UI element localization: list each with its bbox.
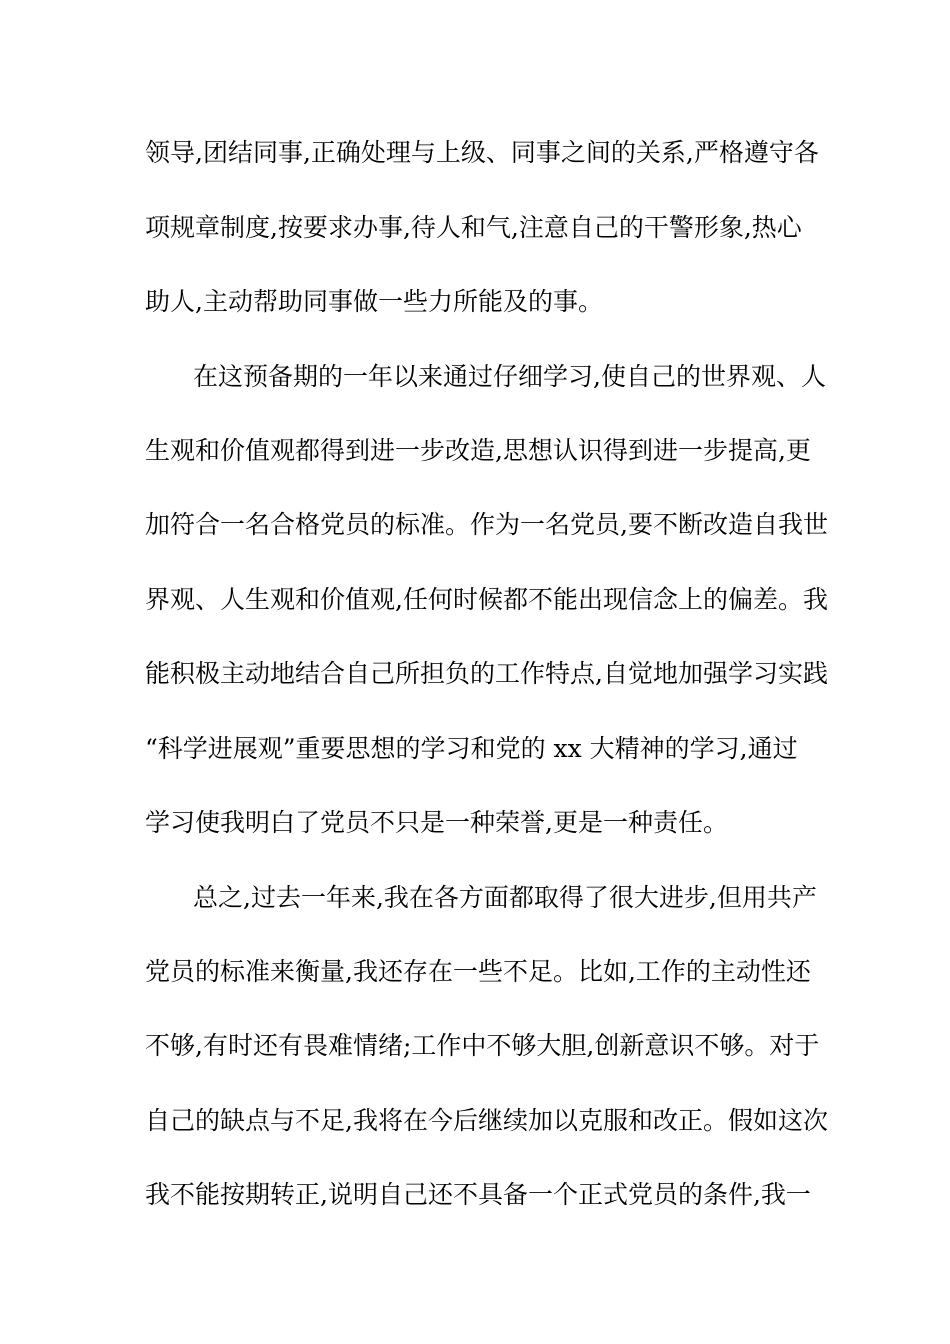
text-line-4: 在这预备期的一年以来通过仔细学习,使自己的世界观、人	[193, 362, 826, 391]
text-line-10: 学习使我明白了党员不只是一种荣誉,更是一种责任。	[145, 808, 728, 837]
text-line-9: “科学进展观”重要思想的学习和党的 xx 大精神的学习,通过	[145, 734, 798, 763]
text-line-5: 生观和价值观都得到进一步改造,思想认识得到进一步提高,更	[145, 436, 811, 465]
text-line-12: 党员的标准来衡量,我还存在一些不足。比如,工作的主动性还	[145, 957, 811, 986]
text-line-7: 界观、人生观和价值观,任何时候都不能出现信念上的偏差。我	[145, 585, 828, 614]
text-line-14: 自己的缺点与不足,我将在今后继续加以克服和改正。假如这次	[145, 1106, 828, 1135]
text-line-8: 能积极主动地结合自己所担负的工作特点,自觉地加强学习实践	[145, 659, 828, 688]
text-line-13: 不够,有时还有畏难情绪;工作中不够大胆,创新意识不够。对于	[145, 1031, 820, 1060]
text-line-6: 加符合一名合格党员的标准。作为一名党员,要不断改造自我世	[145, 510, 828, 539]
text-line-3: 助人,主动帮助同事做一些力所能及的事。	[145, 287, 603, 316]
text-line-2: 项规章制度,按要求办事,待人和气,注意自己的干警形象,热心	[145, 213, 802, 242]
text-line-15: 我不能按期转正,说明自己还不具备一个正式党员的条件,我一	[145, 1180, 811, 1209]
text-line-11: 总之,过去一年来,我在各方面都取得了很大进步,但用共产	[193, 883, 817, 912]
text-line-1: 领导,团结同事,正确处理与上级、同事之间的关系,严格遵守各	[145, 138, 819, 167]
